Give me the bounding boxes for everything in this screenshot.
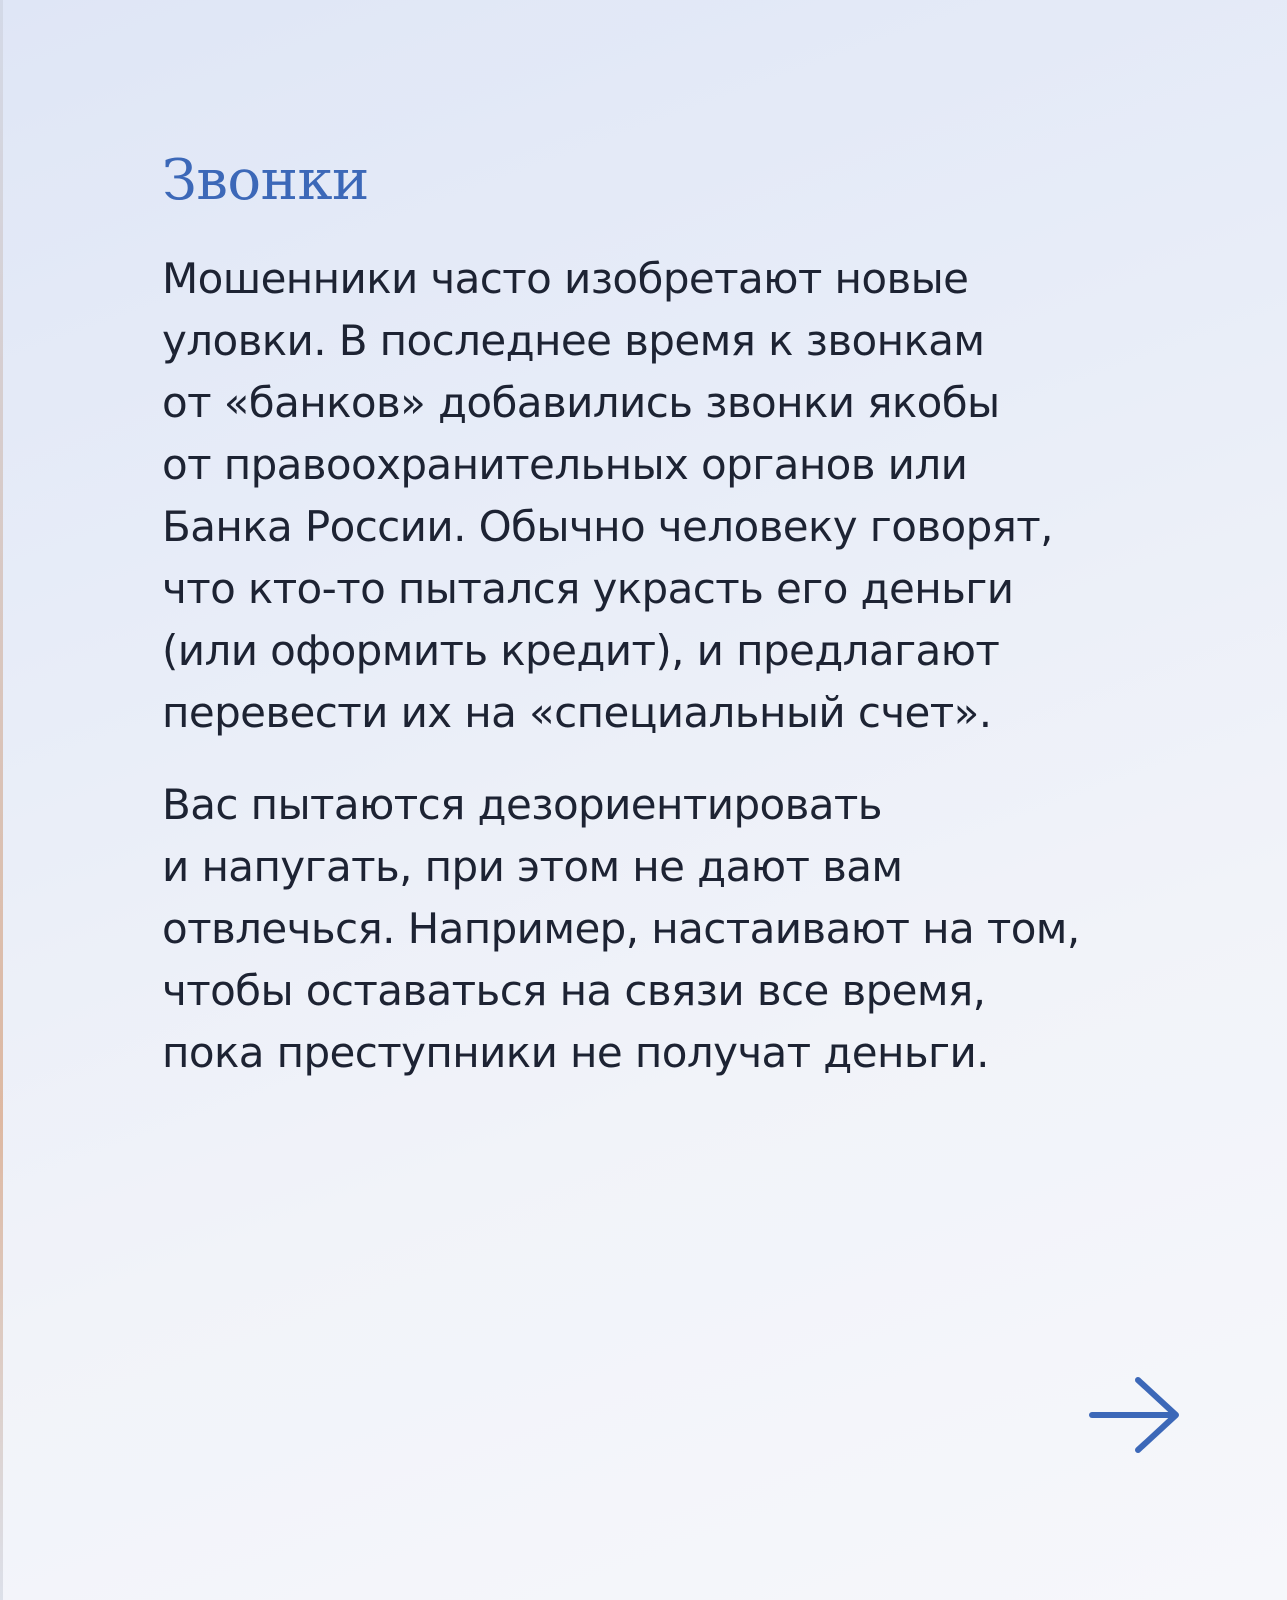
paragraph-line: Банка России. Обычно человеку говорят, [162, 501, 1053, 551]
paragraph-line: чтобы оставаться на связи все время, [162, 965, 986, 1015]
paragraph-1 [162, 248, 1222, 744]
paragraph-line: Вас пытаются дезориентировать [162, 779, 882, 829]
content-card [162, 150, 1222, 1084]
arrow-right-icon [1086, 1372, 1186, 1458]
page-title: Звонки [162, 148, 369, 213]
paragraph-line: и напугать, при этом не дают вам [162, 841, 903, 891]
paragraph-line: уловки. В последнее время к звонкам [162, 315, 985, 365]
paragraph-2 [162, 774, 1222, 1084]
paragraph-line: Мошенники часто изобретают новые [162, 253, 969, 303]
paragraph-line: от «банков» добавились звонки якобы [162, 377, 1000, 427]
paragraph-line: от правоохранительных органов или [162, 439, 968, 489]
paragraph-line: что кто-то пытался украсть его деньги [162, 563, 1014, 613]
next-slide-button[interactable] [1086, 1372, 1186, 1458]
paragraph-line: перевести их на «специальный счет». [162, 687, 992, 737]
left-edge-divider [0, 0, 3, 1600]
paragraph-line: (или оформить кредит), и предлагают [162, 625, 1000, 675]
paragraph-line: отвлечься. Например, настаивают на том, [162, 903, 1080, 953]
paragraph-line: пока преступники не получат деньги. [162, 1027, 989, 1077]
